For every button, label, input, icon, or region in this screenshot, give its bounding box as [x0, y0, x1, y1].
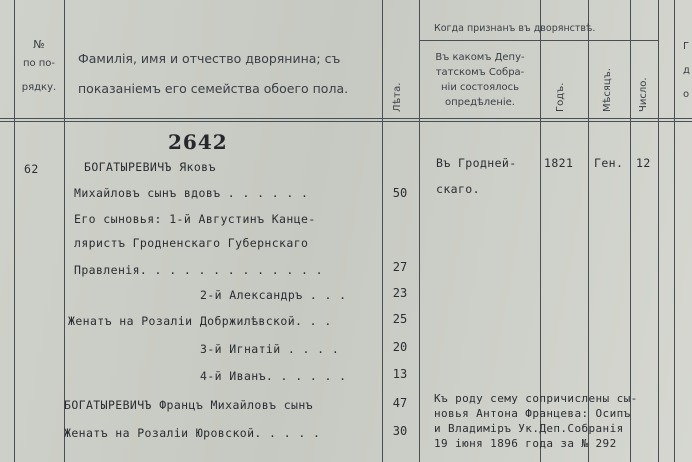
- header-name-cell: [78, 44, 348, 104]
- entry-age-11: 30: [392, 424, 408, 438]
- entry-line-8: 3-й Игнатій . . . .: [200, 342, 340, 356]
- header-deputy-line-2: татскомъ Собра-: [435, 67, 525, 78]
- entry-age-7: 25: [392, 312, 408, 326]
- header-day-label: Число.: [638, 77, 649, 112]
- assembly-line-1: Въ Гродней-: [436, 156, 517, 170]
- header-edge-2: д: [683, 65, 690, 76]
- rule-after-day: [658, 0, 659, 462]
- rule-top-when: [419, 40, 658, 41]
- header-edge-3: о: [683, 89, 690, 100]
- rule-right: [674, 0, 675, 462]
- rule-after-name: [382, 0, 383, 462]
- entry-line-6: 2-й Александръ . . .: [200, 288, 347, 302]
- entry-line-3: Его сыновья: 1-й Августинъ Канце-: [74, 212, 316, 226]
- header-deputy-cell: [420, 50, 540, 110]
- entry-age-6: 23: [392, 286, 408, 300]
- entry-line-10: БОГАТЫРЕВИЧЪ Францъ Михайловъ сынъ: [64, 398, 314, 412]
- date-month: Ген.: [594, 156, 624, 170]
- entry-line-2: Михайловъ сынъ вдовъ . . . . . .: [74, 186, 309, 200]
- stamp-number: 2642: [168, 130, 228, 154]
- note-line-3: и Владиміръ Ук.Деп.Собранія: [434, 422, 624, 435]
- header-deputy-line-4: опредѣленіе.: [445, 97, 515, 108]
- entry-age-2: 50: [392, 186, 408, 200]
- entry-line-7: Женатъ на Розаліи Добржилѣвской. . .: [68, 314, 332, 328]
- header-name-line-2: показаніемъ его семейства обоего пола.: [78, 81, 349, 96]
- assembly-line-2: скаго.: [436, 182, 480, 196]
- header-year-label: Годъ.: [555, 82, 566, 112]
- entry-line-11: Женатъ на Розаліи Юровской. . . . .: [64, 426, 321, 440]
- rule-header-bottom-2: [0, 121, 692, 122]
- date-day: 12: [636, 156, 651, 170]
- header-number-label-1: по по-: [22, 58, 56, 69]
- header-deputy-line-3: ніи состоялось: [441, 82, 519, 93]
- entry-age-5: 27: [392, 260, 408, 274]
- entry-line-9: 4-й Иванъ. . . . . .: [200, 369, 347, 383]
- header-name-line-1: Фамилія, имя и отчество дворянина; съ: [78, 51, 341, 66]
- entry-age-8: 20: [392, 340, 408, 354]
- rule-header-bottom: [0, 118, 692, 119]
- entry-line-1: БОГАТЫРЕВИЧЪ Яковъ: [84, 160, 216, 174]
- row-number: 62: [24, 162, 39, 176]
- entry-line-4: ляристъ Гродненскаго Губернскаго: [74, 236, 309, 250]
- entry-age-9: 13: [392, 367, 408, 381]
- header-month-label: Мѣсяцъ.: [602, 68, 613, 112]
- header-years-label: Лѣта.: [392, 82, 403, 112]
- entry-age-10: 47: [392, 396, 408, 410]
- date-year: 1821: [544, 156, 574, 170]
- note-line-4: 19 іюня 1896 года за № 292: [434, 437, 617, 450]
- header-number-label-2: рядку.: [21, 82, 57, 93]
- header-when-label: Когда признанъ въ дворянствѣ.: [434, 23, 596, 34]
- note-line-2: новья Антона Францева: Осипъ: [434, 407, 631, 420]
- entry-line-5: Правленія. . . . . . . . . . . . .: [74, 263, 324, 277]
- header-deputy-line-1: Въ какомъ Депу-: [435, 52, 525, 63]
- rule-after-number: [64, 0, 65, 462]
- header-number-symbol: №: [33, 38, 45, 51]
- note-line-1: Къ роду сему сопричислены сы-: [434, 392, 638, 405]
- header-number-cell: [14, 38, 64, 95]
- header-edge-1: Г: [683, 41, 690, 52]
